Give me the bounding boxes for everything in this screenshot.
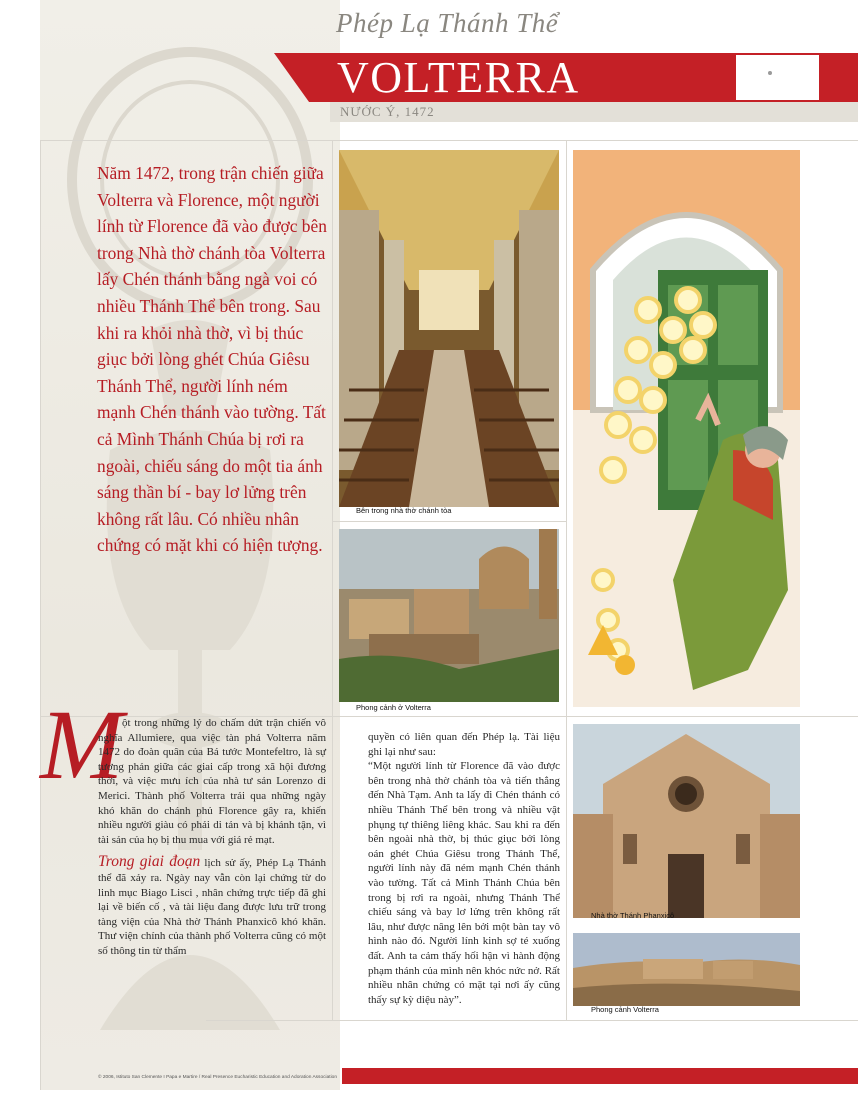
article-paragraph-2-body: lịch sử ấy, Phép Lạ Thánh thể đã xảy ra. Ngày nay vẫn còn lại chứng từ do linh mục Biago Lisci , nhân chứng trực tiếp đã ghi lại về biến cố , và tài liệu đang được lưu trữ trong tàng viện của Nhà thờ Thánh Phanxicô khó khăn. Thư viện chính của thành phố Volterra cũng có một số thông tin từ thẩm bbox=[98, 857, 326, 957]
cathedral-interior-photo bbox=[339, 150, 559, 507]
church-facade-photo bbox=[573, 724, 800, 918]
banner-box bbox=[736, 55, 819, 100]
rule-photo-split bbox=[332, 521, 566, 522]
rule-top bbox=[40, 140, 858, 141]
article-paragraph-3: quyền có liên quan đến Phép lạ. Tài liệu ghi lại như sau: bbox=[368, 731, 560, 758]
article-column-2 bbox=[368, 730, 560, 1007]
footer-copyright: © 2006, Istituto San Clemente I Papa e Martire / Real Presence Eucharistic Education and Adoration Association bbox=[98, 1075, 337, 1080]
intro-text: Năm 1472, trong trận chiến giữa Volterra và Florence, một người lính từ Florence đã vào được bên trong Nhà thờ chánh tòa Volterra lấy Chén thánh bằng ngà voi có nhiều Thánh Thể bên trong. Sau khi ra khỏi nhà thờ, vì bị thúc giục bởi lòng ghét Chúa Giêsu Thánh Thể, người lính ném mạnh Chén thánh vào tường. Tất cả Mình Thánh Chúa bị rơi ra ngoài, chiếu sáng do một tia ánh sáng thần bí - bay lơ lửng trên không rất lâu. Có nhiều nhân chứng có mặt khi có hiện tượng. bbox=[97, 163, 327, 556]
article-paragraph-2 bbox=[98, 855, 326, 958]
article-paragraph-1: ột trong những lý do chấm dứt trận chiến vô nghĩa Allumiere, qua việc tàn phá Volterra năm 1472 do đoàn quân của Bá tước Montefeltro, là sự tương phản giữa các giai cấp trong xã hội đương thời, và việc mưu ích của nhà tư sản Lorenzo di Merici. Thành phố Volterra trải qua những ngày khó khăn do chánh phủ Florence gây ra, khiến nhiều người giàu có phải di tản và bị khánh tận, vì tài sản của họ bị thu mua với giá rẻ mạt. bbox=[98, 717, 326, 846]
country-date: NƯỚC Ý, 1472 bbox=[340, 104, 435, 119]
caption-cathedral-interior: Bên trong nhà thờ chánh tòa bbox=[356, 506, 452, 515]
miracle-illustration bbox=[573, 150, 800, 707]
landscape-photo bbox=[339, 529, 559, 702]
caption-landscape: Phong cảnh ở Volterra bbox=[356, 703, 431, 712]
page-title: VOLTERRA bbox=[337, 53, 580, 102]
caption-church-facade: Nhà thờ Thánh Phanxicô bbox=[591, 911, 675, 920]
page-subtitle: Phép Lạ Thánh Thể bbox=[336, 8, 559, 38]
footer-band bbox=[342, 1068, 858, 1084]
drop-cap: M bbox=[40, 689, 124, 800]
rule-left bbox=[40, 140, 41, 1090]
rule-col2 bbox=[332, 140, 333, 1020]
caption-panorama: Phong cảnh Volterra bbox=[591, 1005, 659, 1014]
article-column-1 bbox=[98, 716, 326, 959]
lead-in-text: Trong giai đoạn bbox=[98, 853, 201, 871]
rule-col3 bbox=[566, 140, 567, 1020]
article-quote: “Một người lính từ Florence đã vào được bên trong nhà thờ chánh tòa và tiến thẳng đến Nhà Tạm. Anh ta lấy đi Chén thánh có nhiều Thánh Thể bên trong và nhiều vật phụng tự thiêng liêng khác. Sau khi ra đến bên ngoài nhà thờ, bị thúc giục bởi lòng oán ghét Chúa Giêsu trong Thánh Thể, người lính này đã ném mạnh Chén thánh vào tường. Tất cả Mình Thánh Chúa bên trong bị rơi ra ngoài, nhưng Thánh Thể chiếu sáng và bay lơ lửng trên không rất lâu, như được nâng lên bởi một bàn tay vô hình nào đó. Người lính kinh sợ té xuống đất. Anh ta cảm thấy hối hận vì hành động phạm thánh của mình nên khóc nức nở. Rất nhiều nhân chứng có mặt tại nơi ấy cũng thấy sự kỳ diệu này”. bbox=[368, 760, 560, 1006]
rule-bottom bbox=[206, 1020, 858, 1021]
panorama-photo bbox=[573, 933, 800, 1006]
